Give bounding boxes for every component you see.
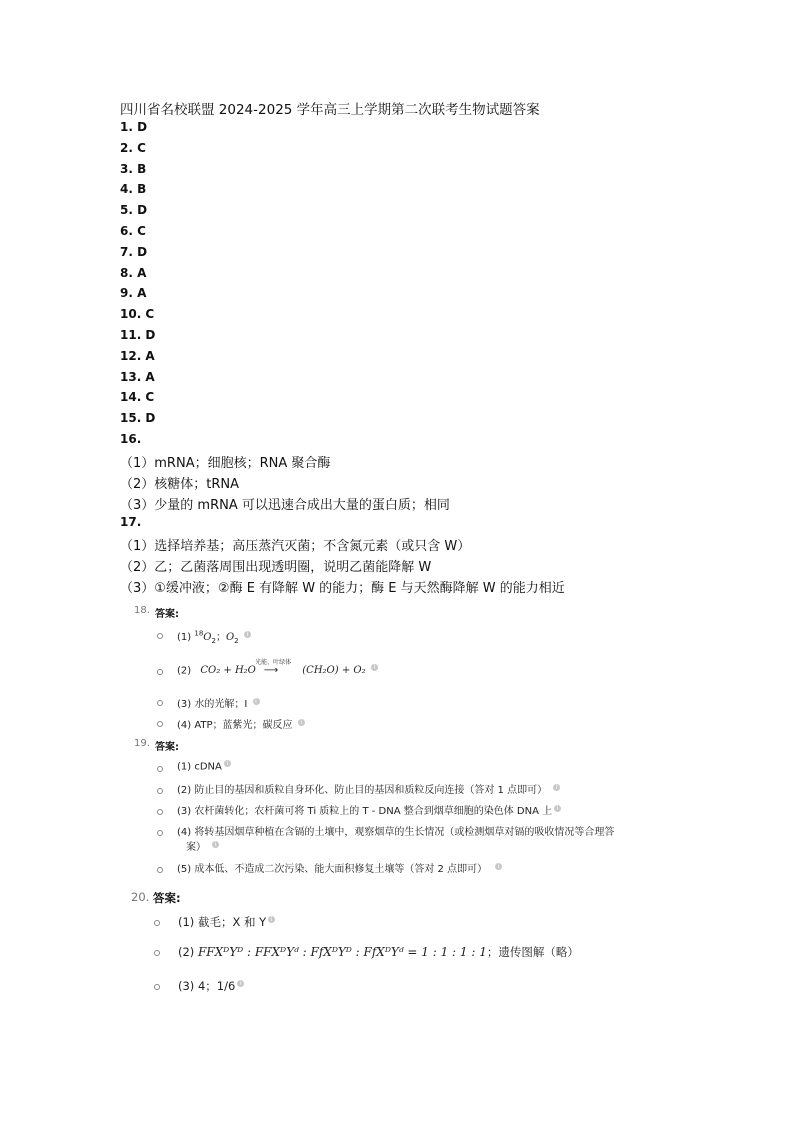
q20-label: 答案: [153, 891, 181, 905]
answer-line: 3. B [120, 161, 147, 176]
info-icon[interactable]: i [553, 784, 560, 791]
info-icon[interactable]: i [244, 631, 251, 638]
answer-line: 16. [120, 432, 142, 446]
q17-label: 17. [120, 515, 142, 529]
info-icon[interactable]: i [224, 760, 231, 767]
bullet-icon [157, 766, 163, 772]
info-icon[interactable]: i [212, 841, 219, 848]
info-icon[interactable]: i [268, 916, 275, 923]
answer-line: 15. D [120, 411, 156, 426]
answer-line: 1. D [120, 120, 148, 134]
answer-line: 14. C [120, 390, 155, 405]
answer-line: 8. A [120, 265, 147, 280]
q17-line: （3）①缓冲液；②酶 E 有降解 W 的能力；酶 E 与天然酶降解 W 的能力相近 [120, 581, 565, 596]
q18-item-1: (1) $^{18}O_2$；$O_2$ i [177, 628, 251, 645]
q19-item-1: (1) cDNA i [177, 760, 231, 772]
answer-line: 13. A [120, 369, 155, 384]
answer-line: 11. D [120, 328, 156, 342]
bullet-icon [157, 830, 163, 836]
q18-number: 18. [134, 605, 150, 616]
q19-number: 19. [134, 738, 150, 749]
info-icon[interactable]: i [253, 698, 260, 705]
answer-line: 7. D [120, 244, 148, 259]
bullet-icon [157, 867, 163, 873]
info-icon[interactable]: i [237, 980, 244, 987]
q18-item-2: (2) CO₂ + H₂O 光能、叶绿体 ⟶ (CH₂O) + O₂ i [177, 664, 378, 676]
answer-line: 4. B [120, 182, 147, 197]
q16-line: （1）mRNA；细胞核；RNA 聚合酶 [120, 456, 331, 471]
q19-item-4: (4) 将转基因烟草种植在含镉的土壤中，观察烟草的生长情况（或检测烟草对镉的吸收情况等合理答 [177, 827, 615, 838]
answer-line: 10. C [120, 307, 155, 322]
bullet-icon [157, 700, 163, 706]
q20-item-3: (3) 4；1/6 i [178, 978, 244, 994]
q19-item-2: (2) 防止目的基因和质粒自身环化、防止目的基因和质粒反向连接（答对 1 点即可） i [177, 781, 560, 796]
bullet-icon [157, 788, 163, 794]
info-icon[interactable]: i [298, 719, 305, 726]
arrow-label: 光能、叶绿体 [255, 659, 292, 667]
answer-line: 6. C [120, 224, 146, 238]
info-icon[interactable]: i [371, 664, 378, 671]
answer-line: 12. A [120, 348, 155, 363]
q17-line: （2）乙；乙菌落周围出现透明圈，说明乙菌能降解 W [120, 560, 432, 575]
q16-line: （2）核糖体；tRNA [120, 477, 240, 492]
q18-item-3: (3) 水的光解；I i [177, 695, 260, 710]
q19-item-3: (3) 农杆菌转化；农杆菌可将 Ti 质粒上的 T - DNA 整合到烟草细胞的染色体 DNA 上 i [177, 802, 561, 817]
q20-item-1: (1) 截毛；X 和 Y i [178, 914, 275, 930]
q18-label: 答案: [155, 609, 179, 620]
bullet-icon [157, 721, 163, 727]
q17-line: （1）选择培养基；高压蒸汽灭菌；不含氮元素（或只含 W） [120, 539, 471, 554]
info-icon[interactable]: i [554, 805, 561, 812]
bullet-icon [157, 633, 163, 639]
bullet-icon [154, 950, 160, 956]
answer-line: 5. D [120, 203, 148, 218]
q20-item-2: (2) FFXᴰYᴰ : FFXᴰYᵈ : FfXᴰYᴰ : FfXᴰYᵈ = 1 : 1 : 1 : 1；遗传图解（略） [178, 945, 579, 959]
answer-line: 9. A [120, 286, 147, 301]
bullet-icon [157, 669, 163, 675]
page-title: 四川省名校联盟 2024-2025 学年高三上学期第二次联考生物试题答案 [120, 102, 540, 118]
q19-label: 答案: [155, 742, 179, 753]
bullet-icon [154, 984, 160, 990]
q19-item-5: (5) 成本低、不造成二次污染、能大面积修复土壤等（答对 2 点即可） i [177, 860, 502, 875]
answer-line: 2. C [120, 140, 146, 155]
bullet-icon [154, 920, 160, 926]
q19-item-4-cont: 案） i [186, 838, 219, 853]
info-icon[interactable]: i [495, 863, 502, 870]
q18-item-4: (4) ATP；蓝紫光；碳反应 i [177, 716, 305, 731]
q20-number: 20. [131, 890, 150, 904]
q16-line: （3）少量的 mRNA 可以迅速合成出大量的蛋白质；相同 [120, 498, 450, 513]
bullet-icon [157, 809, 163, 815]
